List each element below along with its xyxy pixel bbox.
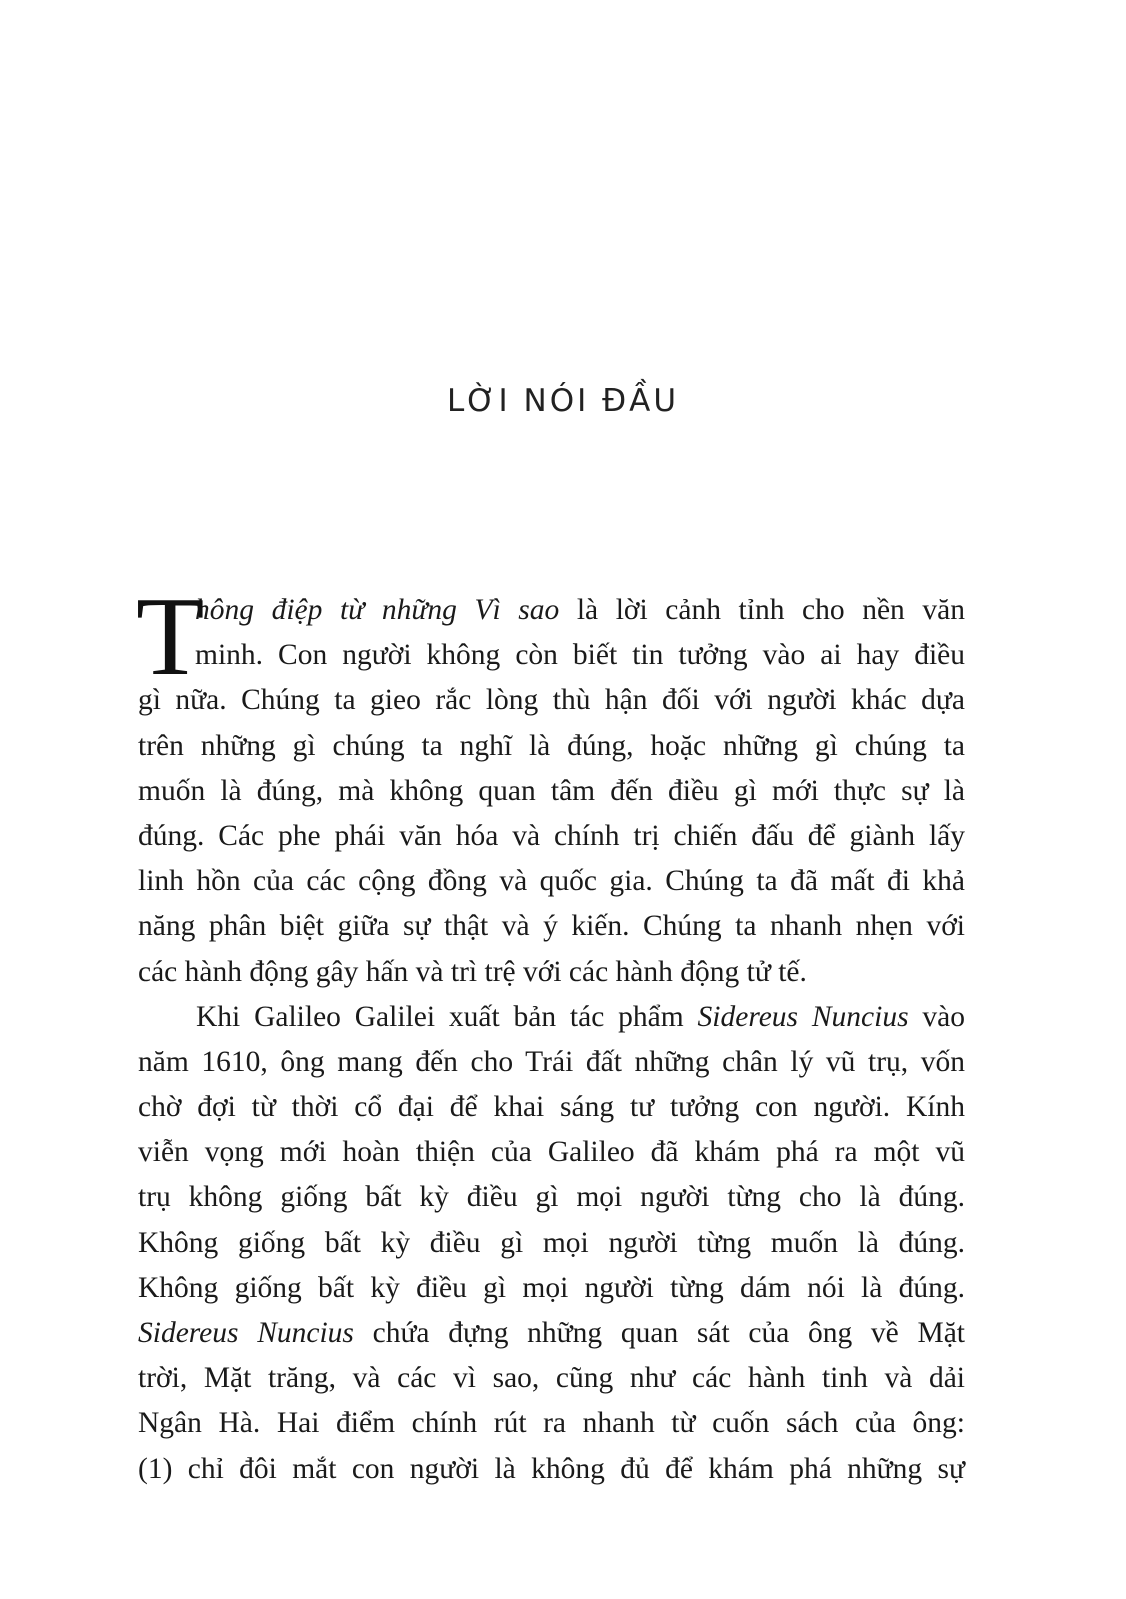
text-line — [138, 1040, 965, 1085]
text-segment: gì nữa. Chúng ta gieo rắc lòng thù hận đối với người khác dựa — [138, 684, 965, 717]
text-lines — [136, 575, 966, 1492]
text-segment: chứa đựng những quan sát của ông về Mặt — [353, 1317, 965, 1349]
text-segment: trụ không giống bất kỳ điều gì mọi người từng cho là đúng. — [138, 1181, 965, 1214]
text-line — [138, 1356, 965, 1401]
text-line — [138, 1311, 965, 1356]
text-segment: Ngân Hà. Hai điểm chính rút ra nhanh từ cuốn sách của ông: — [138, 1407, 965, 1440]
text-line — [138, 1221, 965, 1266]
text-line — [138, 995, 965, 1040]
text-segment: Khi Galileo Galilei xuất bản tác phẩm — [196, 1000, 698, 1033]
text-line — [138, 859, 965, 904]
italic-title-text: Sidereus Nuncius — [138, 1317, 354, 1349]
text-line — [138, 950, 965, 995]
text-line — [138, 724, 965, 769]
text-line — [138, 814, 965, 859]
text-segment: trên những gì chúng ta nghĩ là đúng, hoặc những gì chúng ta — [138, 729, 965, 762]
text-line — [138, 1447, 965, 1492]
text-segment: (1) chỉ đôi mắt con người là không đủ để khám phá những sự — [138, 1452, 965, 1485]
text-segment: năng phân biệt giữa sự thật và ý kiến. Chúng ta nhanh nhẹn với — [138, 910, 965, 943]
text-segment: vào — [908, 1000, 966, 1033]
text-segment: các hành động gây hấn và trì trệ với các hành động tử tế. — [138, 955, 807, 988]
body-text — [136, 575, 966, 1492]
text-line — [138, 633, 965, 678]
text-line — [138, 1401, 965, 1446]
text-line — [138, 904, 965, 949]
text-line — [138, 1130, 965, 1175]
text-segment: chờ đợi từ thời cổ đại để khai sáng tư tưởng con người. Kính — [138, 1091, 965, 1124]
text-line — [138, 588, 965, 633]
text-segment: năm 1610, ông mang đến cho Trái đất những chân lý vũ trụ, vốn — [138, 1045, 965, 1078]
text-segment: minh. Con người không còn biết tin tưởng vào ai hay điều — [195, 639, 965, 672]
drop-cap: T — [136, 575, 205, 699]
text-segment: đúng. Các phe phái văn hóa và chính trị chiến đấu để giành lấy — [138, 819, 965, 852]
text-line — [138, 1266, 965, 1311]
text-segment: trời, Mặt trăng, và các vì sao, cũng như các hành tinh và dải — [138, 1362, 965, 1395]
text-segment: linh hồn của các cộng đồng và quốc gia. Chúng ta đã mất đi khả — [138, 865, 965, 898]
text-line — [138, 1085, 965, 1130]
text-segment: Không giống bất kỳ điều gì mọi người từng muốn là đúng. — [138, 1226, 965, 1259]
italic-title-text: hông điệp từ những Vì sao — [195, 594, 560, 626]
text-segment: là lời cảnh tỉnh cho nền văn — [559, 594, 965, 626]
italic-title-text: Sidereus Nuncius — [697, 1000, 909, 1033]
text-line — [138, 1175, 965, 1220]
text-line — [138, 769, 965, 814]
chapter-title: LỜI NÓI ĐẦU — [446, 382, 680, 419]
text-line — [138, 678, 965, 723]
text-segment: viễn vọng mới hoàn thiện của Galileo đã khám phá ra một vũ — [138, 1136, 965, 1169]
text-segment: Không giống bất kỳ điều gì mọi người từng dám nói là đúng. — [138, 1271, 965, 1304]
text-segment: muốn là đúng, mà không quan tâm đến điều gì mới thực sự là — [138, 774, 965, 807]
